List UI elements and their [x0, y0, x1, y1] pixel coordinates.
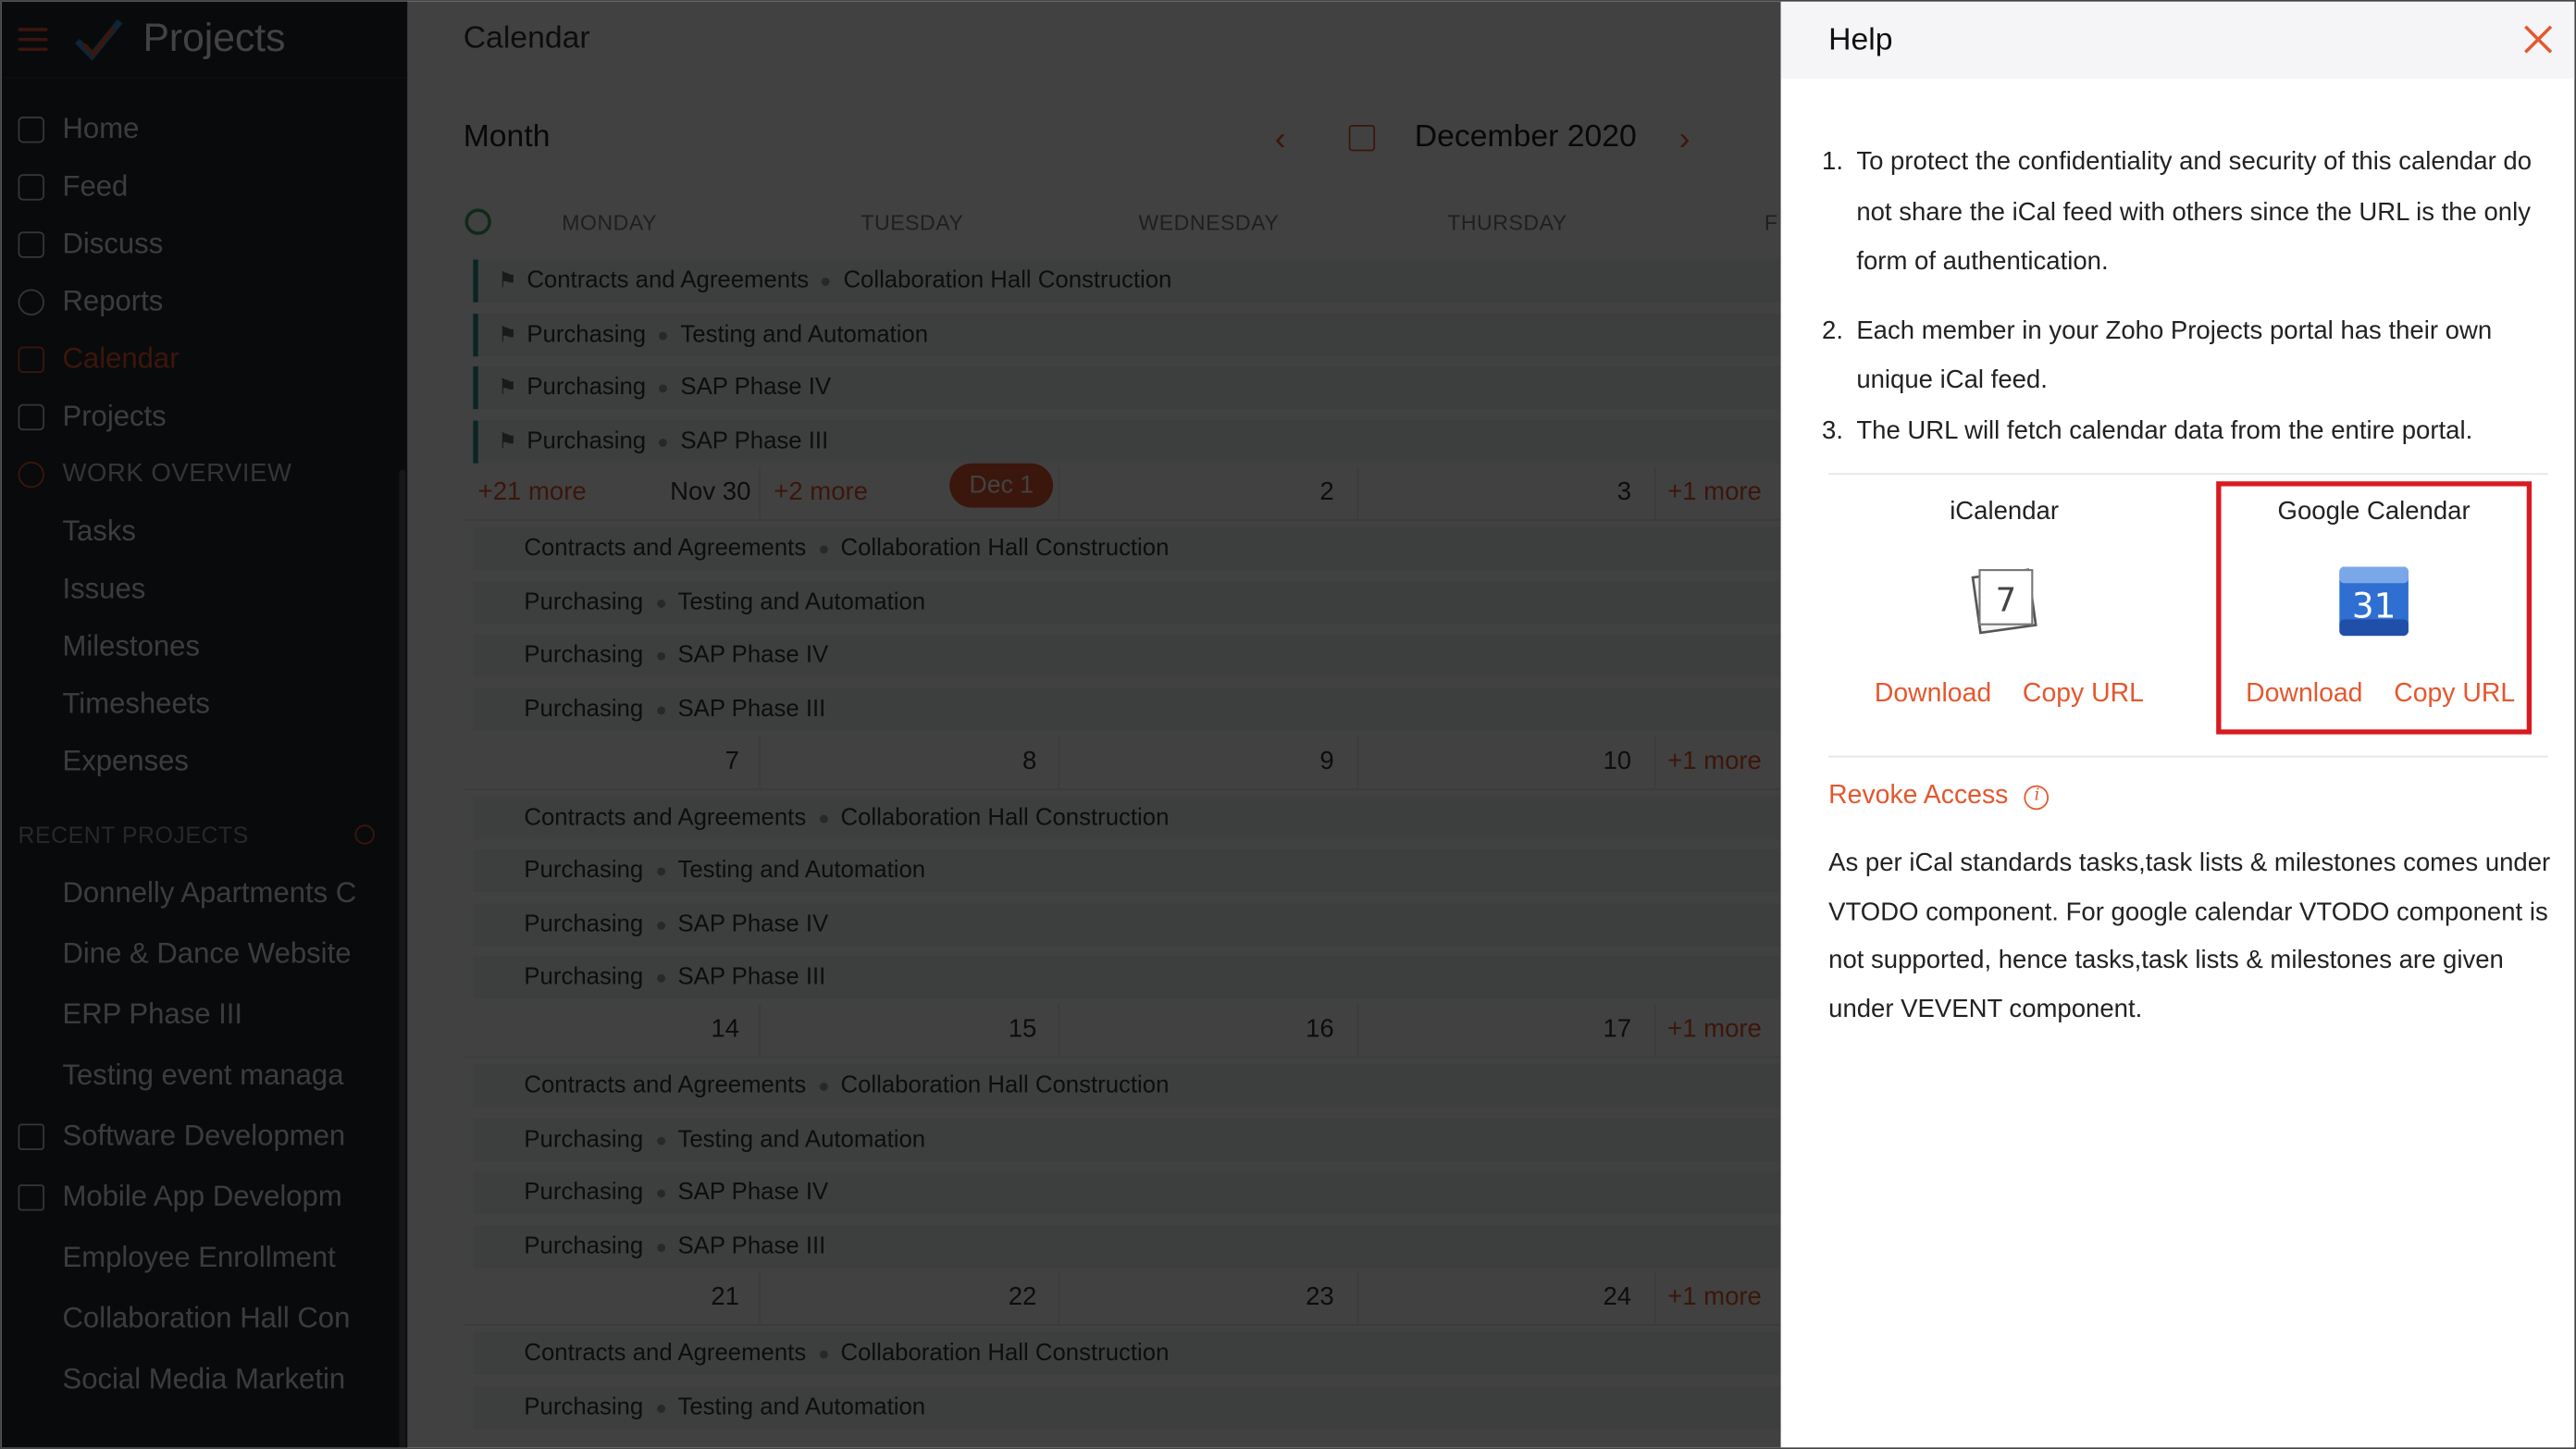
- help-title: Help: [1828, 21, 1893, 57]
- help-header: [1781, 2, 2576, 79]
- note-text: To protect the confidentiality and security of this calendar do not share the iCal feed with others since the URL is the only form of authentication.: [1856, 147, 2533, 277]
- icalendar-option: [1840, 498, 2169, 648]
- help-note: 3. The URL will fetch calendar data from the entire portal.: [1822, 406, 2532, 456]
- icalendar-links: [1875, 680, 2175, 710]
- help-description: As per iCal standards tasks,task lists & milestones comes under VTODO component. For google calendar VTODO component is not supported, hence tasks,task lists & milestones are given under VEVENT component.: [1828, 848, 2551, 1023]
- icalendar-copy-url-link[interactable]: Copy URL: [2022, 680, 2144, 709]
- modal-backdrop[interactable]: [2, 2, 1781, 1449]
- help-notes: [1822, 138, 2532, 456]
- divider: [1828, 756, 2548, 758]
- icalendar-icon: [1965, 560, 2044, 638]
- google-calendar-highlight-box: [2216, 481, 2532, 734]
- google-copy-url-link[interactable]: Copy URL: [2394, 680, 2516, 709]
- help-note: 2. Each member in your Zoho Projects portal has their own unique iCal feed.: [1822, 306, 2532, 406]
- note-text: Each member in your Zoho Projects portal has their own unique iCal feed.: [1856, 316, 2493, 395]
- divider: [1828, 473, 2548, 475]
- icalendar-name: iCalendar: [1950, 497, 2060, 526]
- google-calendar-name: Google Calendar: [2277, 497, 2471, 526]
- google-download-link[interactable]: Download: [2246, 680, 2363, 709]
- svg-text:7: 7: [1995, 581, 2017, 620]
- icalendar-download-link[interactable]: Download: [1874, 680, 1992, 709]
- note-text: The URL will fetch calendar data from the entire portal.: [1856, 416, 2473, 445]
- revoke-access-link[interactable]: [1828, 782, 2050, 811]
- revoke-label: Revoke Access: [1828, 782, 2009, 811]
- info-icon[interactable]: i: [2025, 785, 2050, 810]
- close-icon[interactable]: [2521, 23, 2555, 56]
- svg-text:31: 31: [2351, 585, 2396, 626]
- help-note: 1. To protect the confidentiality and security of this calendar do not share the iCal feed with others since the URL is the only form of authentication.: [1822, 138, 2532, 288]
